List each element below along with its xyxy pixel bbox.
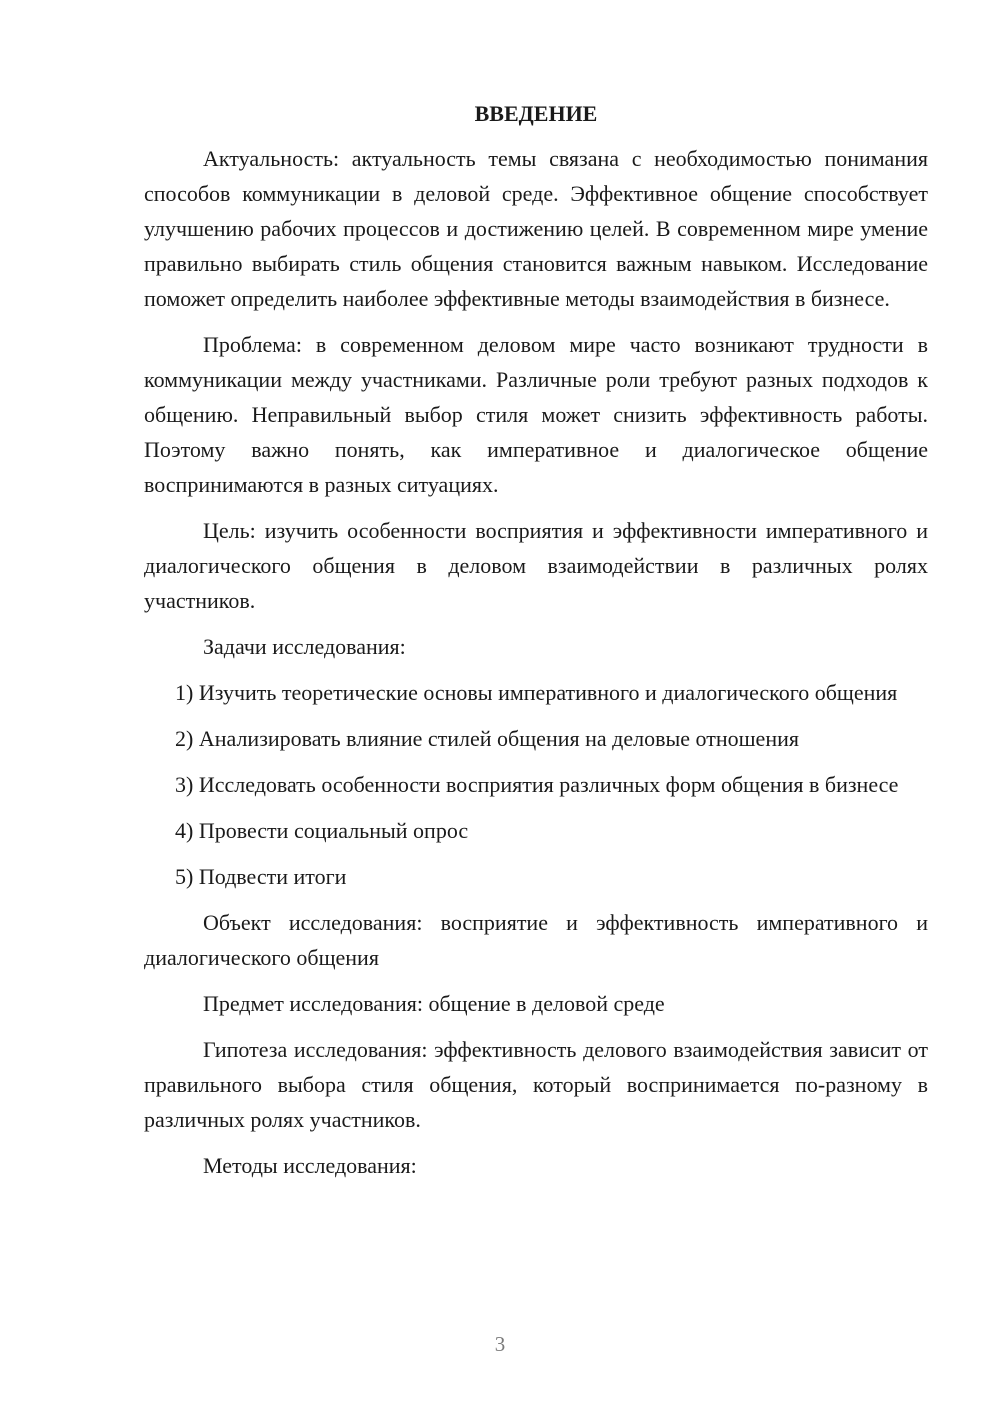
- relevance-paragraph: Актуальность: актуальность темы связана с необходимостью понимания способов коммуникации в деловой среде. Эффективное общение способствует улучшению рабочих процессов и достижению целей. В современном мире умение правильно выбирать стиль общения становится важным навыком. Исследование поможет определить наиболее эффективные методы взаимодействия в бизнесе.: [144, 146, 928, 311]
- task-item-3: 3) Исследовать особенности восприятия различных форм общения в бизнесе: [175, 772, 899, 797]
- subject-paragraph: Предмет исследования: общение в деловой среде: [203, 991, 665, 1016]
- goal-paragraph: Цель: изучить особенности восприятия и эффективности императивного и диалогического общения в деловом взаимодействии в различных ролях участников.: [144, 518, 928, 613]
- task-item-2: 2) Анализировать влияние стилей общения на деловые отношения: [175, 726, 799, 751]
- task-item-4: 4) Провести социальный опрос: [175, 818, 469, 843]
- problem-paragraph: Проблема: в современном деловом мире часто возникают трудности в коммуникации между участниками. Различные роли требуют разных подходов к общению. Неправильный выбор стиля может снизить эффективность работы. Поэтому важно понять, как императивное и диалогическое общение воспринимаются в разных ситуациях.: [144, 332, 928, 497]
- page-content: [144, 96, 928, 1194]
- section-title: ВВЕДЕНИЕ: [474, 101, 598, 126]
- task-item-1: 1) Изучить теоретические основы императивного и диалогического общения: [175, 680, 898, 705]
- task-item-5: 5) Подвести итоги: [175, 864, 347, 889]
- methods-paragraph: Методы исследования:: [203, 1153, 417, 1178]
- hypothesis-paragraph: Гипотеза исследования: эффективность делового взаимодействия зависит от правильного выбора стиля общения, который воспринимается по-разному в различных ролях участников.: [144, 1037, 928, 1132]
- tasks-heading: Задачи исследования:: [203, 634, 406, 659]
- page-number: 3: [494, 1332, 506, 1356]
- object-paragraph: Объект исследования: восприятие и эффективность императивного и диалогического общения: [144, 910, 928, 970]
